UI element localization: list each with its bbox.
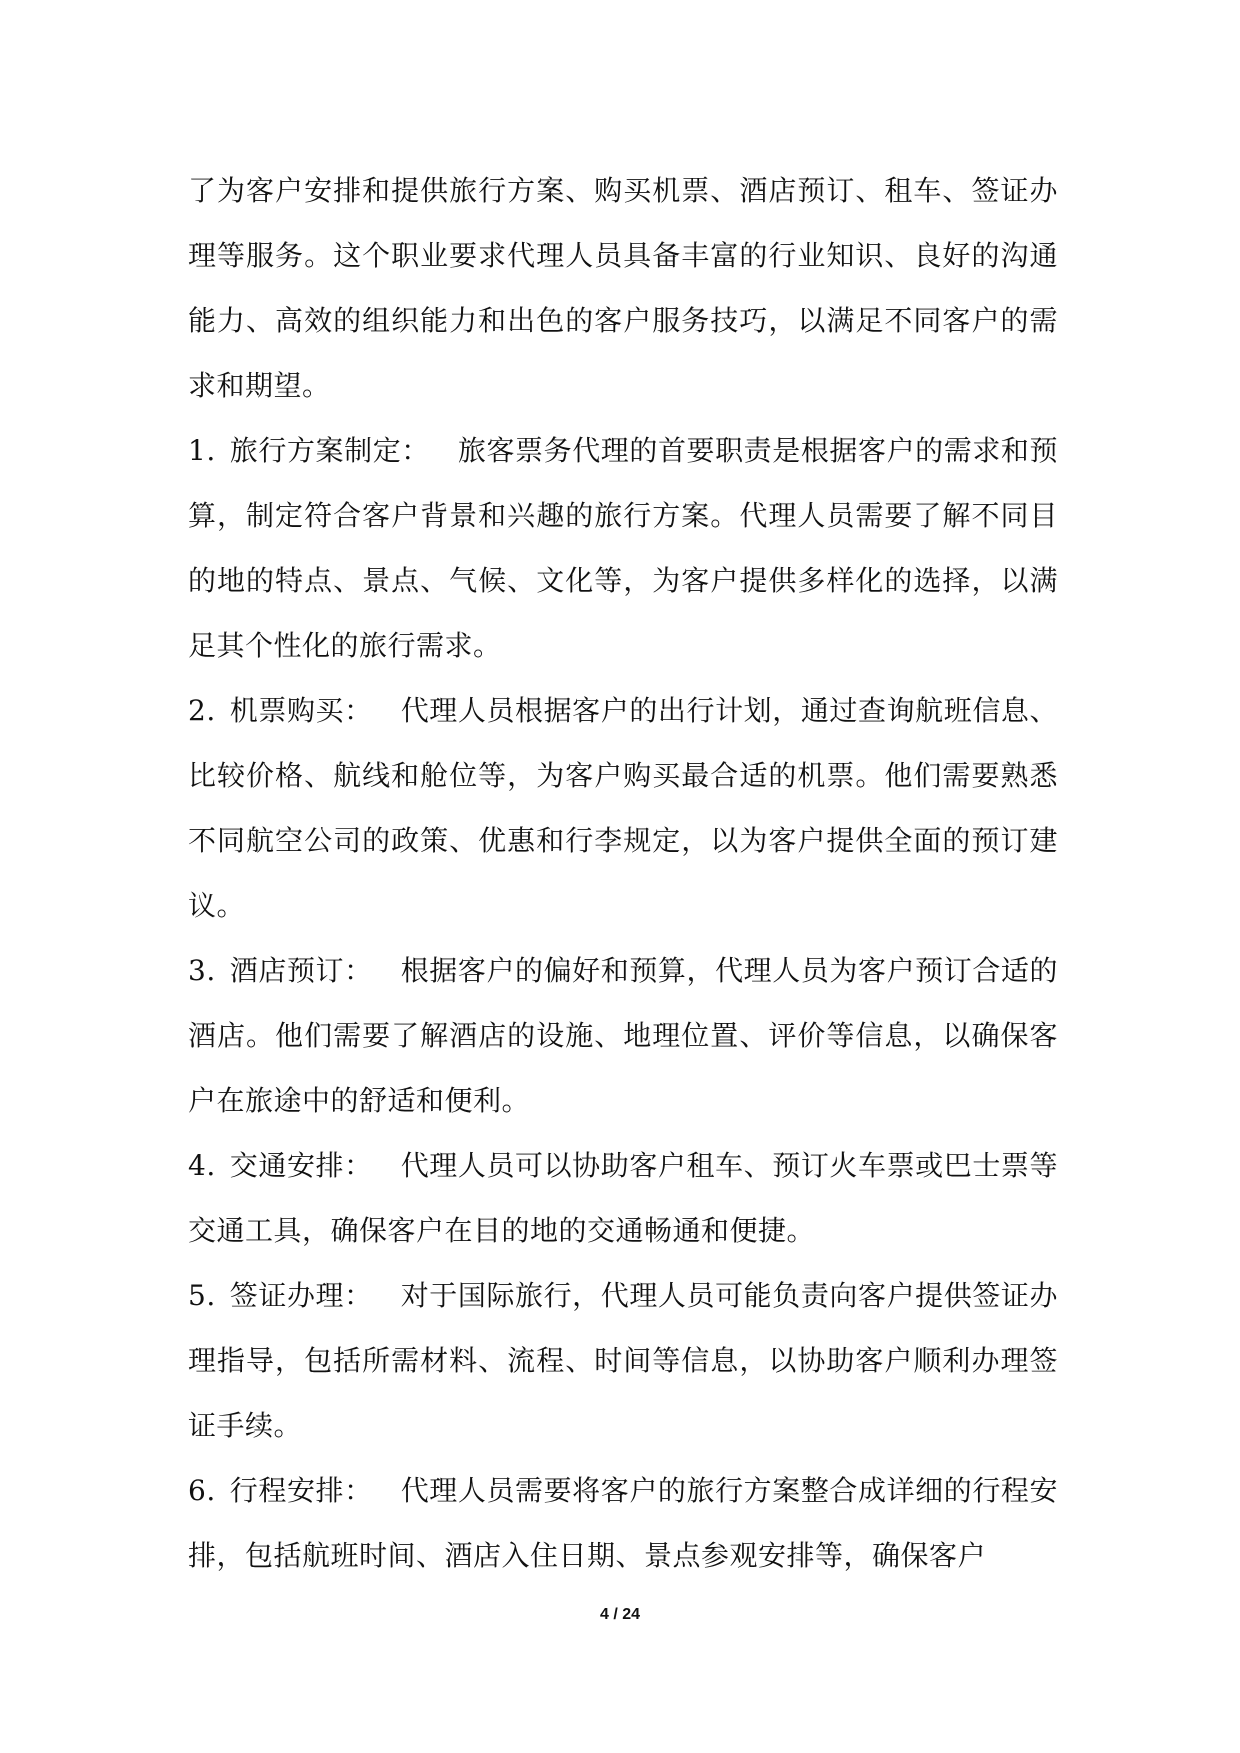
document-body bbox=[188, 158, 1058, 1588]
item-number: 4. bbox=[188, 1149, 216, 1182]
list-item-1 bbox=[188, 418, 1058, 678]
item-text: 根据客户的偏好和预算，代理人员为客户预订合适的酒店。他们需要了解酒店的设施、地理位置、评价等信息，以确保客户在旅途中的舒适和便利。 bbox=[188, 954, 1058, 1117]
intro-paragraph: 了为客户安排和提供旅行方案、购买机票、酒店预订、租车、签证办理等服务。这个职业要求代理人员具备丰富的行业知识、良好的沟通能力、高效的组织能力和出色的客户服务技巧，以满足不同客户的需求和期望。 bbox=[188, 174, 1058, 402]
item-title: 酒店预订： bbox=[229, 954, 373, 987]
list-item-4 bbox=[188, 1133, 1058, 1263]
item-number: 6. bbox=[188, 1474, 216, 1507]
list-item-2 bbox=[188, 678, 1058, 938]
list-item-5 bbox=[188, 1263, 1058, 1458]
item-text: 代理人员可以协助客户租车、预订火车票或巴士票等交通工具，确保客户在目的地的交通畅通和便捷。 bbox=[188, 1149, 1058, 1247]
item-number: 2. bbox=[188, 694, 216, 727]
page-number: 4 / 24 bbox=[599, 1606, 641, 1623]
item-text: 代理人员根据客户的出行计划，通过查询航班信息、比较价格、航线和舱位等，为客户购买最合适的机票。他们需要熟悉不同航空公司的政策、优惠和行李规定，以为客户提供全面的预订建议。 bbox=[188, 694, 1058, 922]
item-number: 1. bbox=[188, 434, 216, 467]
item-text: 对于国际旅行，代理人员可能负责向客户提供签证办理指导，包括所需材料、流程、时间等信息，以协助客户顺利办理签证手续。 bbox=[188, 1279, 1058, 1442]
item-title: 行程安排： bbox=[229, 1474, 373, 1507]
item-title: 旅行方案制定： bbox=[229, 434, 430, 467]
list-item-6 bbox=[188, 1458, 1058, 1588]
item-title: 交通安排： bbox=[229, 1149, 373, 1182]
item-number: 5. bbox=[188, 1279, 216, 1312]
item-title: 机票购买： bbox=[229, 694, 373, 727]
item-number: 3. bbox=[188, 954, 216, 987]
item-title: 签证办理： bbox=[229, 1279, 373, 1312]
list-item-3 bbox=[188, 938, 1058, 1133]
item-text: 旅客票务代理的首要职责是根据客户的需求和预算，制定符合客户背景和兴趣的旅行方案。代理人员需要了解不同目的地的特点、景点、气候、文化等，为客户提供多样化的选择，以满足其个性化的旅行需求。 bbox=[188, 434, 1058, 662]
item-text: 代理人员需要将客户的旅行方案整合成详细的行程安排，包括航班时间、酒店入住日期、景点参观安排等，确保客户 bbox=[188, 1474, 1058, 1572]
